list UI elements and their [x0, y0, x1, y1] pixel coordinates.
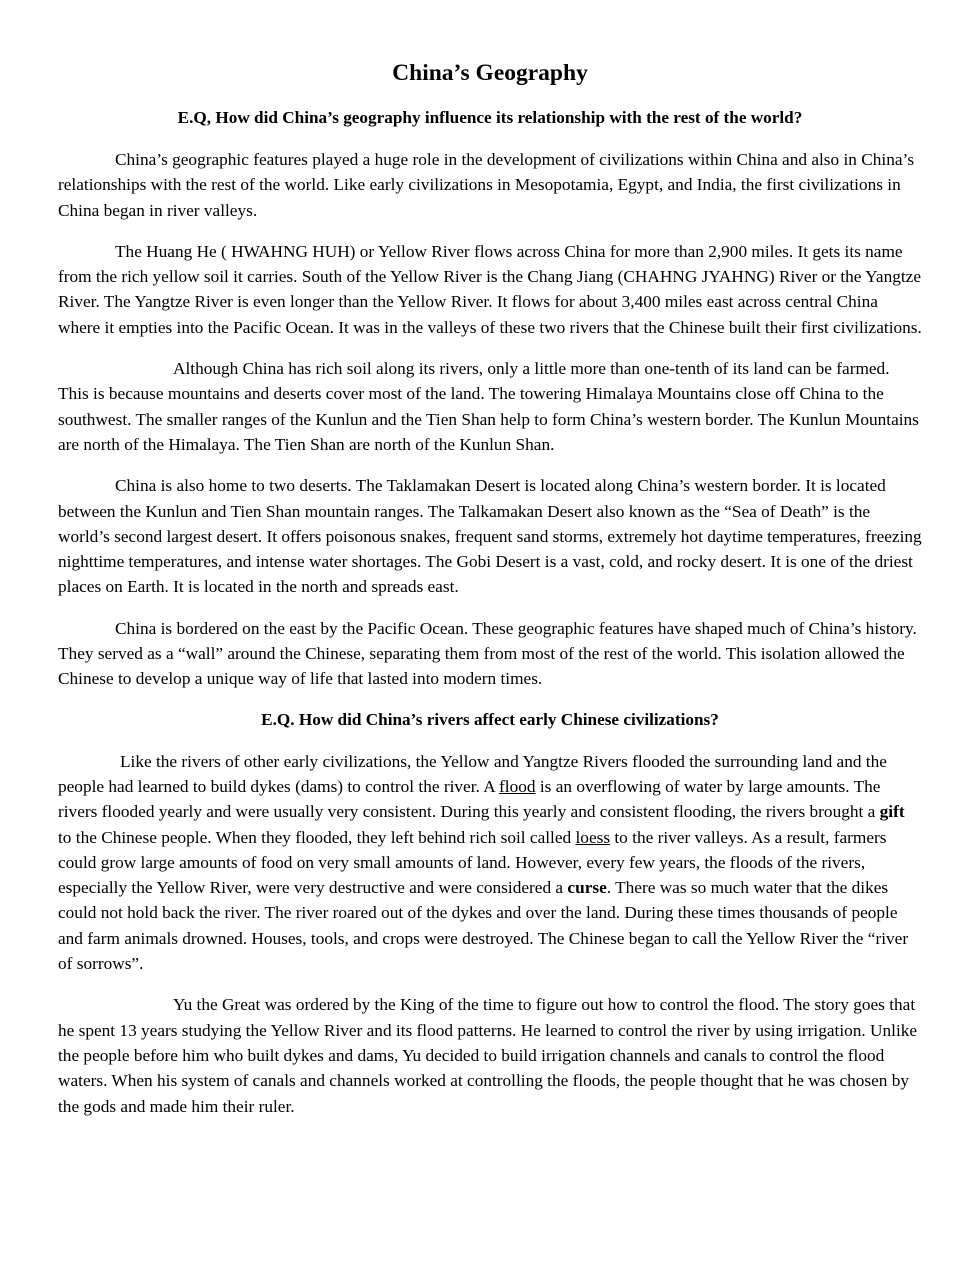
document-page — [58, 58, 922, 1135]
paragraph-geographic-features: China’s geographic features played a huge role in the development of civilizations within China and also in China’s relationships with the rest of the world. Like early civilizations in Mesopotamia, Egypt, and India, the first civilizations in China began in river valleys. — [58, 150, 915, 220]
paragraph-yu-the-great: Yu the Great was ordered by the King of the time to figure out how to control the flood. The story goes that he spent 13 years studying the Yellow River and its flood patterns. He learned to control the river by using irrigation. Unlike the people before him who built dykes and dams, Yu decided to build irrigation channels and canals to control the flood waters. When his system of canals and channels worked at controlling the floods, the people thought that he was chosen by the gods and made him their ruler. — [58, 995, 918, 1116]
essential-question-rivers: E.Q. How did China’s rivers affect early Chinese civilizations? — [261, 709, 719, 729]
term-loess: loess — [575, 827, 611, 847]
paragraph-pacific-ocean: China is bordered on the east by the Pacific Ocean. These geographic features have shaped much of China’s history. They served as a “wall” around the Chinese, separating them from most of the rest of the world. This isolation allowed the Chinese to develop a unique way of life that lasted into modern times. — [58, 618, 917, 689]
flooding-text-1: Like the rivers of other early civilizations, the Yellow and Yangtze Rivers flooded the surrounding land and the people had learned to build dykes (dams) to control the river. A — [58, 751, 887, 796]
page-title: China’s Geography — [392, 60, 588, 86]
essential-question-geography: E.Q, How did China’s geography influence its relationship with the rest of the world? — [177, 108, 803, 127]
paragraph-mountains: Although China has rich soil along its rivers, only a little more than one-tenth of its land can be farmed. This is because mountains and deserts cover most of the land. The towering Himalaya Mountains close off China to the southwest. The smaller ranges of the Kunlun and the Tien Shan help to form China’s western border. The Kunlun Mountains are north of the Himalaya. The Tien Shan are north of the Kunlun Shan. — [58, 359, 919, 454]
paragraph-deserts: China is also home to two deserts. The Taklamakan Desert is located along China’s western border. It is located between the Kunlun and Tien Shan mountain ranges. The Talkamakan Desert also known as the “Sea of Death” is the world’s second largest desert. It offers poisonous snakes, frequent sand storms, extremely hot daytime temperatures, freezing nighttime temperatures, and intense water shortages. The Gobi Desert is a vast, cold, and rocky desert. It is one of the driest places on Earth. It is located in the north and spreads east. — [58, 476, 922, 597]
flooding-text-2: is an overflowing of water by large amounts. The rivers flooded yearly and were usually very consistent. During this yearly and consistent flooding, the rivers brought a — [58, 776, 881, 822]
term-curse: curse — [567, 878, 607, 898]
flooding-text-3: to the Chinese people. When they flooded, they left behind rich soil called — [58, 827, 576, 847]
flooding-text-5: . There was so much water that the dikes could not hold back the river. The river roared out of the dykes and over the land. During these times thousands of people and farm animals drowned. Houses, tools, and crops were destroyed. The Chinese began to call the Yellow River the “river of sorrows”. — [58, 878, 909, 974]
term-gift: gift — [879, 802, 905, 822]
paragraph-rivers: The Huang He ( HWAHNG HUH) or Yellow River flows across China for more than 2,900 miles. It gets its name from the rich yellow soil it carries. South of the Yellow River is the Chang Jiang (CHAHNG JYAHNG) River or the Yangtze River. The Yangtze River is even longer than the Yellow River. It flows for about 3,400 miles east across central China where it empties into the Pacific Ocean. It was in the valleys of these two rivers that the Chinese built their first civilizations. — [58, 241, 922, 337]
flooding-text-4: to the river valleys. As a result, farmers could grow large amounts of food on very small amounts of land. However, every few years, the floods of the rivers, especially the Yellow River, were very destructive and were considered a — [58, 827, 887, 898]
paragraph-flooding — [58, 749, 922, 977]
term-flood: flood — [499, 776, 536, 796]
